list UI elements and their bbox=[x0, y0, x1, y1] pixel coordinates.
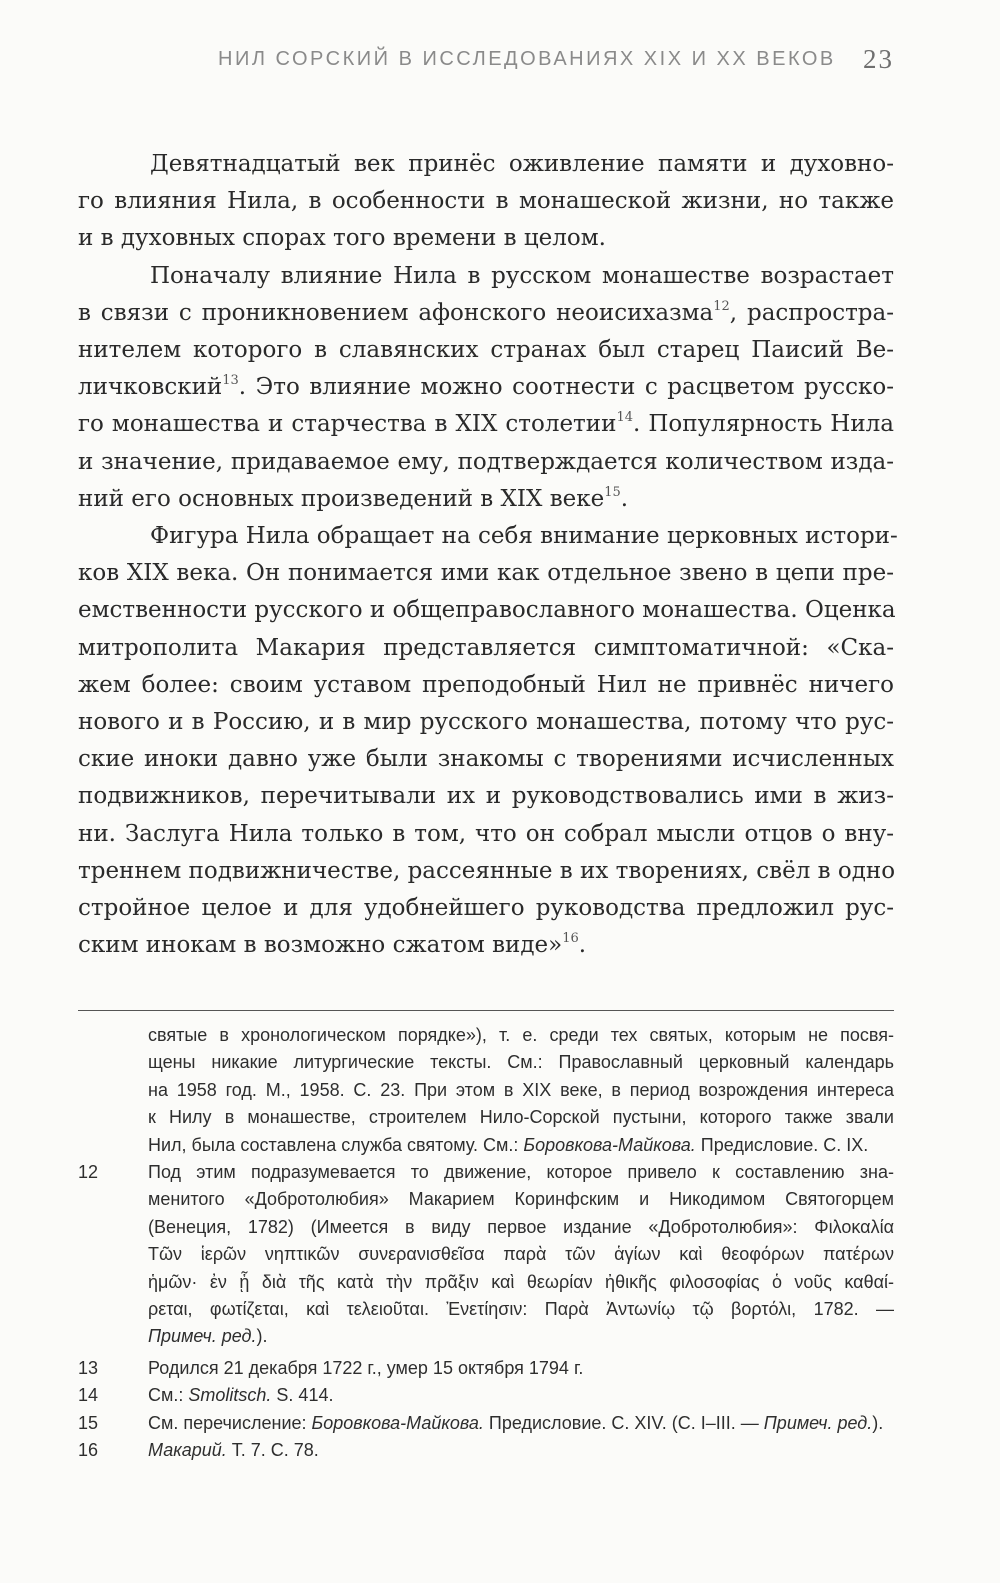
text-fragment: См.: bbox=[148, 1385, 189, 1406]
footnote-line: менитого «Добротолюбия» Макарием Коринфским и Никодимом Святогорцем bbox=[148, 1189, 894, 1210]
text-fragment: . bbox=[578, 932, 587, 959]
footnote-text bbox=[148, 1159, 894, 1351]
text-fragment: Нил, была составлена служба святому. См.: bbox=[148, 1134, 524, 1155]
italic-citation: Боровкова-Майкова. bbox=[311, 1412, 484, 1433]
footnote-line: (Венеция, 1782) (Имеется в виду первое издание «Добротолюбия»: Φιλοκαλία bbox=[148, 1216, 894, 1237]
footnote-14 bbox=[78, 1382, 894, 1409]
running-title: НИЛ СОРСКИЙ В ИССЛЕДОВАНИЯХ XIX И XX ВЕКОВ bbox=[218, 48, 836, 70]
footnote-divider bbox=[78, 1010, 894, 1011]
footnote-text bbox=[148, 1410, 894, 1437]
main-text bbox=[78, 146, 898, 964]
text-line bbox=[78, 481, 894, 518]
footnote-ref-12[interactable]: 12 bbox=[713, 298, 730, 314]
footnote-line: ρεται, φωτίζεται, καὶ τελειοῦται. Ἐνετίησιν: Παρὰ Ἀντωνίῳ τῷ βορτόλι, 1782. — bbox=[148, 1299, 894, 1320]
text-fragment: ). bbox=[256, 1326, 268, 1347]
footnote-number: 15 bbox=[78, 1412, 99, 1433]
text-line bbox=[78, 927, 894, 964]
text-fragment: го монашества и старчества в XIX столетии bbox=[78, 411, 617, 438]
running-head bbox=[78, 44, 894, 80]
italic-citation: Боровкова-Майкова. bbox=[523, 1134, 696, 1155]
text-line: Фигура Нила обращает на себя внимание церковных истори- bbox=[150, 523, 898, 550]
text-fragment: . Популярность Нила bbox=[632, 411, 894, 438]
text-fragment: ). bbox=[872, 1412, 884, 1433]
text-line: Поначалу влияние Нила в русском монашестве возрастает bbox=[150, 262, 894, 289]
footnote-ref-13[interactable]: 13 bbox=[222, 373, 239, 389]
text-fragment: в связи с проникновением афонского неоисихазма bbox=[78, 299, 714, 326]
text-line: и значение, придаваемое ему, подтверждается количеством изда- bbox=[78, 448, 894, 475]
text-line bbox=[78, 295, 894, 332]
footnote-number: 12 bbox=[78, 1162, 99, 1183]
footnote-text bbox=[148, 1382, 894, 1409]
footnote-12 bbox=[78, 1159, 894, 1351]
text-line: подвижников, перечитывали их и руководствовались ими в жиз- bbox=[78, 783, 894, 810]
footnote-text bbox=[148, 1437, 894, 1464]
italic-citation: Smolitsch. bbox=[188, 1385, 272, 1406]
text-fragment: личковский bbox=[78, 374, 223, 401]
footnote-line: Под этим подразумевается то движение, которое привело к составлению зна- bbox=[148, 1162, 894, 1183]
text-line: стройное целое и для удобнейшего руководства предложил рус- bbox=[78, 895, 894, 922]
footnote-ref-14[interactable]: 14 bbox=[616, 410, 633, 426]
footnote-line: к Нилу в монашестве, строителем Нило-Сорской пустыни, которого также звали bbox=[148, 1107, 894, 1128]
text-line: и в духовных спорах того времени в целом. bbox=[78, 225, 606, 252]
footnote-text bbox=[148, 1355, 894, 1382]
italic-note: Примеч. ред. bbox=[148, 1326, 257, 1347]
text-fragment: Т. 7. С. 78. bbox=[226, 1440, 319, 1461]
footnote-line: Родился 21 декабря 1722 г., умер 15 октября 1794 г. bbox=[148, 1357, 584, 1378]
text-fragment: Предисловие. С. XIV. (С. I–III. — bbox=[483, 1412, 764, 1433]
text-line bbox=[78, 406, 894, 443]
text-fragment: Предисловие. С. IX. bbox=[695, 1134, 869, 1155]
text-line: Девятнадцатый век принёс оживление памяти и духовно- bbox=[150, 151, 894, 177]
footnote-number: 14 bbox=[78, 1385, 99, 1406]
footnote-line: ἡμῶν· ἐν ᾗ διὰ τῆς κατὰ τὴν πρᾶξιν καὶ θεωρίαν ἠθικῆς φιλοσοφίας ὁ νοῦς καθαί- bbox=[148, 1271, 894, 1292]
text-line: ни. Заслуга Нила только в том, что он собрал мысли отцов о вну- bbox=[78, 820, 894, 847]
paragraph-2 bbox=[78, 258, 894, 518]
footnotes bbox=[78, 1022, 894, 1465]
text-fragment: . Это влияние можно соотнести с расцветом русско- bbox=[238, 374, 894, 401]
text-line: го влияния Нила, в особенности в монашеской жизни, но также bbox=[78, 188, 894, 215]
text-fragment: . bbox=[620, 485, 629, 512]
footnote-line bbox=[148, 1382, 894, 1409]
text-line: жем более: своим уставом преподобный Нил не привнёс ничего bbox=[78, 671, 894, 698]
footnote-line: на 1958 год. М., 1958. С. 23. При этом в XIX веке, в период возрождения интереса bbox=[148, 1079, 894, 1100]
footnote-line: Τῶν ἱερῶν νηπτικῶν συνερανισθεῖσα παρὰ τῶν ἁγίων καὶ θεοφόρων πατέρων bbox=[148, 1244, 894, 1265]
footnote-13 bbox=[78, 1355, 894, 1382]
footnote-line bbox=[148, 1323, 894, 1350]
footnote-ref-15[interactable]: 15 bbox=[604, 484, 621, 500]
text-line: емственности русского и общеправославного монашества. Оценка bbox=[78, 597, 896, 624]
page-number: 23 bbox=[863, 44, 894, 74]
text-line: нителем которого в славянских странах был старец Паисий Ве- bbox=[78, 337, 894, 364]
paragraph-1 bbox=[78, 146, 894, 258]
text-line: ков XIX века. Он понимается ими как отдельное звено в цепи пре- bbox=[78, 560, 894, 587]
footnote-number: 16 bbox=[78, 1440, 99, 1461]
footnote-line: щены никакие литургические тексты. См.: Православный церковный календарь bbox=[148, 1052, 894, 1073]
text-line: митрополита Макария представляется симптоматичной: «Ска- bbox=[78, 634, 894, 661]
text-line: ские иноки давно уже были знакомы с творениями исчисленных bbox=[78, 746, 894, 773]
italic-citation: Макарий. bbox=[148, 1440, 227, 1461]
text-fragment: ний его основных произведений в XIX веке bbox=[78, 485, 605, 512]
text-fragment: ским инокам в возможно сжатом виде» bbox=[78, 932, 563, 959]
text-fragment: См. перечисление: bbox=[148, 1412, 312, 1433]
footnote-line bbox=[148, 1132, 894, 1159]
text-line: нового и в Россию, и в мир русского монашества, потому что рус- bbox=[78, 709, 894, 736]
footnote-16 bbox=[78, 1437, 894, 1464]
text-fragment: S. 414. bbox=[271, 1385, 334, 1406]
paragraph-3 bbox=[78, 518, 898, 964]
footnote-line: святые в хронологическом порядке»), т. е. среди тех святых, которым не посвя- bbox=[148, 1025, 894, 1045]
footnote-number: 13 bbox=[78, 1357, 99, 1378]
text-fragment: , распростра- bbox=[729, 299, 895, 326]
footnote-line bbox=[148, 1437, 894, 1464]
footnote-continuation bbox=[78, 1022, 894, 1159]
footnote-ref-16[interactable]: 16 bbox=[562, 931, 579, 947]
footnote-text bbox=[148, 1022, 894, 1159]
footnote-line bbox=[148, 1410, 894, 1437]
footnote-15 bbox=[78, 1410, 894, 1437]
text-line: треннем подвижничестве, рассеянные в их творениях, свёл в одно bbox=[78, 857, 896, 884]
italic-note: Примеч. ред. bbox=[763, 1412, 873, 1433]
text-line bbox=[78, 369, 894, 406]
